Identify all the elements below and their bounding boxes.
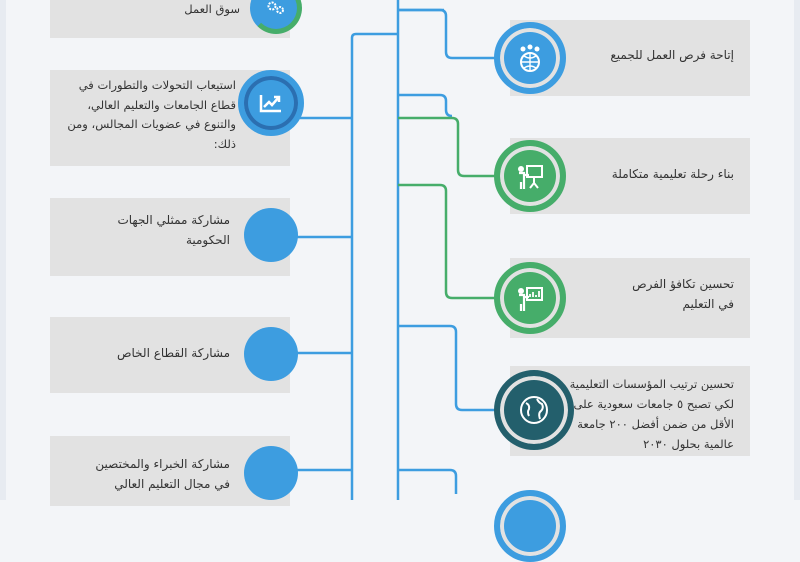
gears-icon [266,0,286,16]
left-card-text: مشاركة ممثلي الجهات الحكومية [117,213,230,248]
right-card-text: بناء رحلة تعليمية متكاملة [611,167,734,181]
right-circle-job-opportunities [494,22,566,94]
left-card-text: سوق العمل [184,2,240,16]
right-circle-equal-opportunity [494,262,566,334]
left-dot-experts [244,446,298,500]
left-card-text: مشاركة القطاع الخاص [117,346,230,360]
people-globe-icon [514,42,546,74]
left-edge-strip [0,0,6,500]
left-dot-private-sector [244,327,298,381]
left-card-text: مشاركة الخبراء والمختصين في مجال التعليم العالي [95,457,230,492]
left-card-text: استيعاب التحولات والتطورات في قطاع الجامعات والتعليم العالي، والتنوع في عضويات المجالس، ومن ذلك: [67,78,236,151]
left-circle-transformations [238,70,304,136]
presenter-board-icon [514,160,546,192]
chart-growth-icon [257,91,285,115]
right-card-text: إتاحة فرص العمل للجميع [610,48,734,62]
right-circle-learning-journey [494,140,566,212]
right-card-text: تحسين ترتيب المؤسسات التعليمية لكي تصبح ٥ جامعات سعودية على الأقل من ضمن أفضل ٢٠٠ جامعة عالمية بحلول ٢٠٣٠ [569,377,734,452]
right-edge-strip [794,0,800,500]
left-dot-government [244,208,298,262]
right-card-text: تحسين تكافؤ الفرص في التعليم [632,277,734,312]
presenter-chart-icon [514,282,546,314]
globe-icon [517,393,551,427]
right-circle-next-partial [494,490,566,562]
right-circle-university-ranking [494,370,574,450]
